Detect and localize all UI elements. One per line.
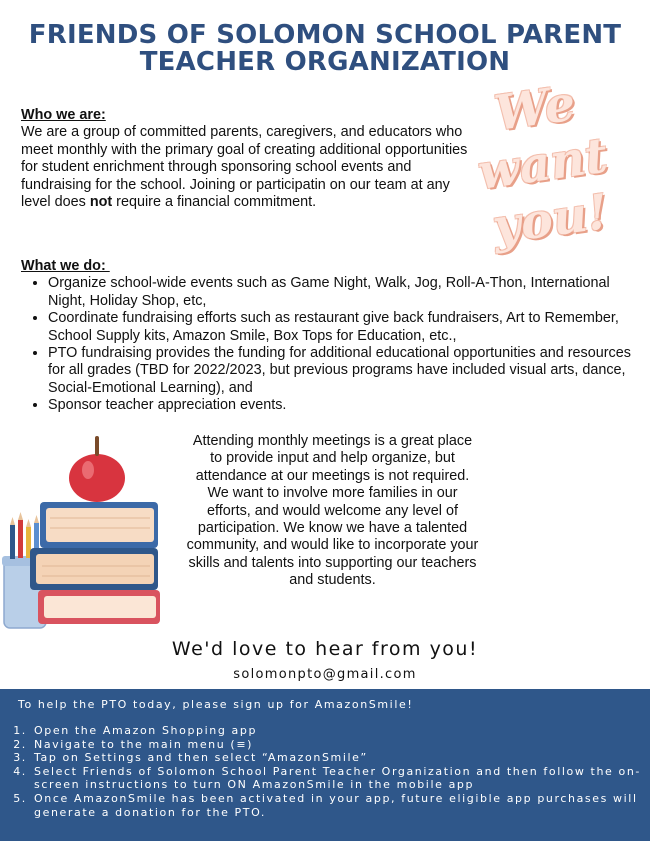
what-we-do-heading: What we do: xyxy=(21,258,110,274)
pencil-2 xyxy=(18,520,23,558)
who-text-2: require a financial commitment. xyxy=(112,194,317,211)
who-text-1: We are a group of committed parents, caregivers, and educators who meet monthly with the primary goal of creating additional opportunities for student enrichment through sponsoring school events and fundraising for the school. Joining or participatin on our team at any level does xyxy=(21,124,468,211)
list-item: 1. Open the Amazon Shopping app xyxy=(32,724,650,738)
amazonsmile-steps xyxy=(18,724,650,819)
stamp-line-1: We xyxy=(491,75,579,143)
we-want-you-stamp xyxy=(457,71,633,290)
who-we-are-section xyxy=(21,107,471,211)
list-item: • Sponsor teacher appreciation events. xyxy=(48,397,633,414)
list-item: 3. Tap on Settings and then select “AmazonSmile” xyxy=(32,751,650,765)
list-item: 4. Select Friends of Solomon School Parent Teacher Organization and then follow the on-screen instructions to turn ON AmazonSmile in the mobile app xyxy=(32,765,650,792)
what-we-do-section xyxy=(21,258,633,415)
list-item: • Organize school-wide events such as Game Night, Walk, Jog, Roll-A-Thon, International Night, Holiday Shop, etc, xyxy=(48,275,633,310)
meetings-paragraph: Attending monthly meetings is a great place to provide input and help organize, but attendance at our meetings is not required. We want to involve more families in our efforts, and would welcome any level of participation. We know we have a talented community, and would like to incorporate your skills and talents into supporting our teachers and students. xyxy=(186,433,479,589)
amazonsmile-footer xyxy=(0,689,650,841)
who-bold-word: not xyxy=(89,194,113,211)
title-line-2: TEACHER ORGANIZATION xyxy=(139,47,511,77)
pencil-1 xyxy=(10,525,15,559)
contact-email[interactable]: solomonpto@gmail.com xyxy=(233,667,417,682)
page-title xyxy=(0,22,650,76)
list-item: • Coordinate fundraising efforts such as restaurant give back fundraisers, Art to Remember, School Supply kits, Amazon Smile, Box Tops for Education, etc., xyxy=(48,310,633,345)
who-we-are-heading: Who we are: xyxy=(21,107,106,123)
list-item: 2. Navigate to the main menu (≡) xyxy=(32,738,650,752)
apple xyxy=(69,454,125,502)
stamp-line-2: want xyxy=(474,127,611,201)
contact-heading: We'd love to hear from you! xyxy=(171,638,479,660)
stamp-line-3: you! xyxy=(489,183,612,256)
list-item: • PTO fundraising provides the funding for additional educational opportunities and resources for all grades (TBD for 2022/2023, but previous programs have included visual arts, dance, Social-Emotional Learning), and xyxy=(48,345,633,397)
title-line-1: FRIENDS OF SOLOMON SCHOOL PARENT xyxy=(28,20,622,50)
list-item: 5. Once AmazonSmile has been activated in your app, future eligible app purchases will generate a donation for the PTO. xyxy=(32,792,650,819)
what-we-do-list xyxy=(21,275,633,414)
apple-books-illustration xyxy=(0,430,180,640)
footer-intro: To help the PTO today, please sign up for AmazonSmile! xyxy=(18,698,414,711)
